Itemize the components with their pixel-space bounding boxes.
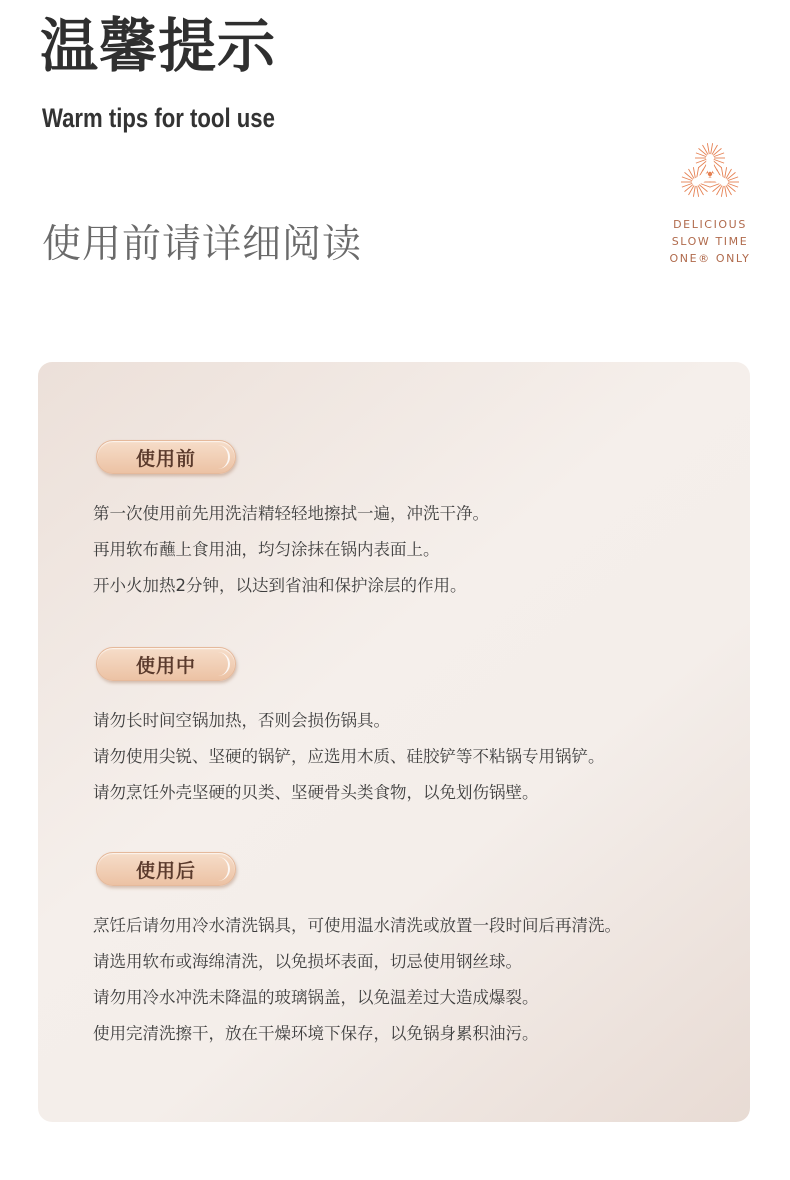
section-label-badge: [96, 852, 236, 886]
tips-panel: [38, 362, 750, 1122]
section-label: 使用中: [135, 654, 196, 677]
tip-line: 开小火加热2分钟，以达到省油和保护涂层的作用。: [93, 576, 467, 595]
brand-line-3: ONE® ONLY: [669, 252, 751, 265]
section-label-badge: [96, 647, 236, 681]
brand-line-2: SLOW TIME: [671, 235, 749, 248]
brand-block: [660, 140, 760, 267]
tip-line: 烹饪后请勿用冷水清洗锅具，可使用温水清洗或放置一段时间后再清洗。: [93, 916, 621, 935]
tip-line: 请勿长时间空锅加热，否则会损伤锅具。: [93, 711, 390, 730]
page-subtitle: 使用前请详细阅读: [42, 222, 363, 267]
tip-line: 再用软布蘸上食用油，均匀涂抹在锅内表面上。: [93, 540, 440, 559]
sunburst-petal-logo-icon: [678, 140, 742, 204]
section-label-badge: [96, 440, 236, 474]
tip-line: 使用完清洗擦干，放在干燥环境下保存，以免锅身累积油污。: [93, 1024, 539, 1043]
page-title: 温馨提示: [40, 12, 277, 80]
section-label: 使用前: [135, 447, 196, 470]
tip-line: 请勿烹饪外壳坚硬的贝类、坚硬骨头类食物，以免划伤锅壁。: [93, 783, 539, 802]
tip-line: 请勿用冷水冲洗未降温的玻璃锅盖，以免温差过大造成爆裂。: [93, 988, 539, 1007]
section-before-use: [38, 440, 750, 604]
tip-line: 第一次使用前先用洗洁精轻轻地擦拭一遍，冲洗干净。: [93, 504, 489, 523]
tip-line: 请选用软布或海绵清洗，以免损坏表面，切忌使用钢丝球。: [93, 952, 522, 971]
tip-line: 请勿使用尖锐、坚硬的锅铲，应选用木质、硅胶铲等不粘锅专用锅铲。: [93, 747, 605, 766]
brand-line-1: DELICIOUS: [673, 218, 747, 231]
section-during-use: [38, 647, 750, 811]
section-after-use: [38, 852, 750, 1052]
page-title-english: Warm tips for tool use: [42, 103, 275, 133]
section-label: 使用后: [135, 859, 196, 882]
